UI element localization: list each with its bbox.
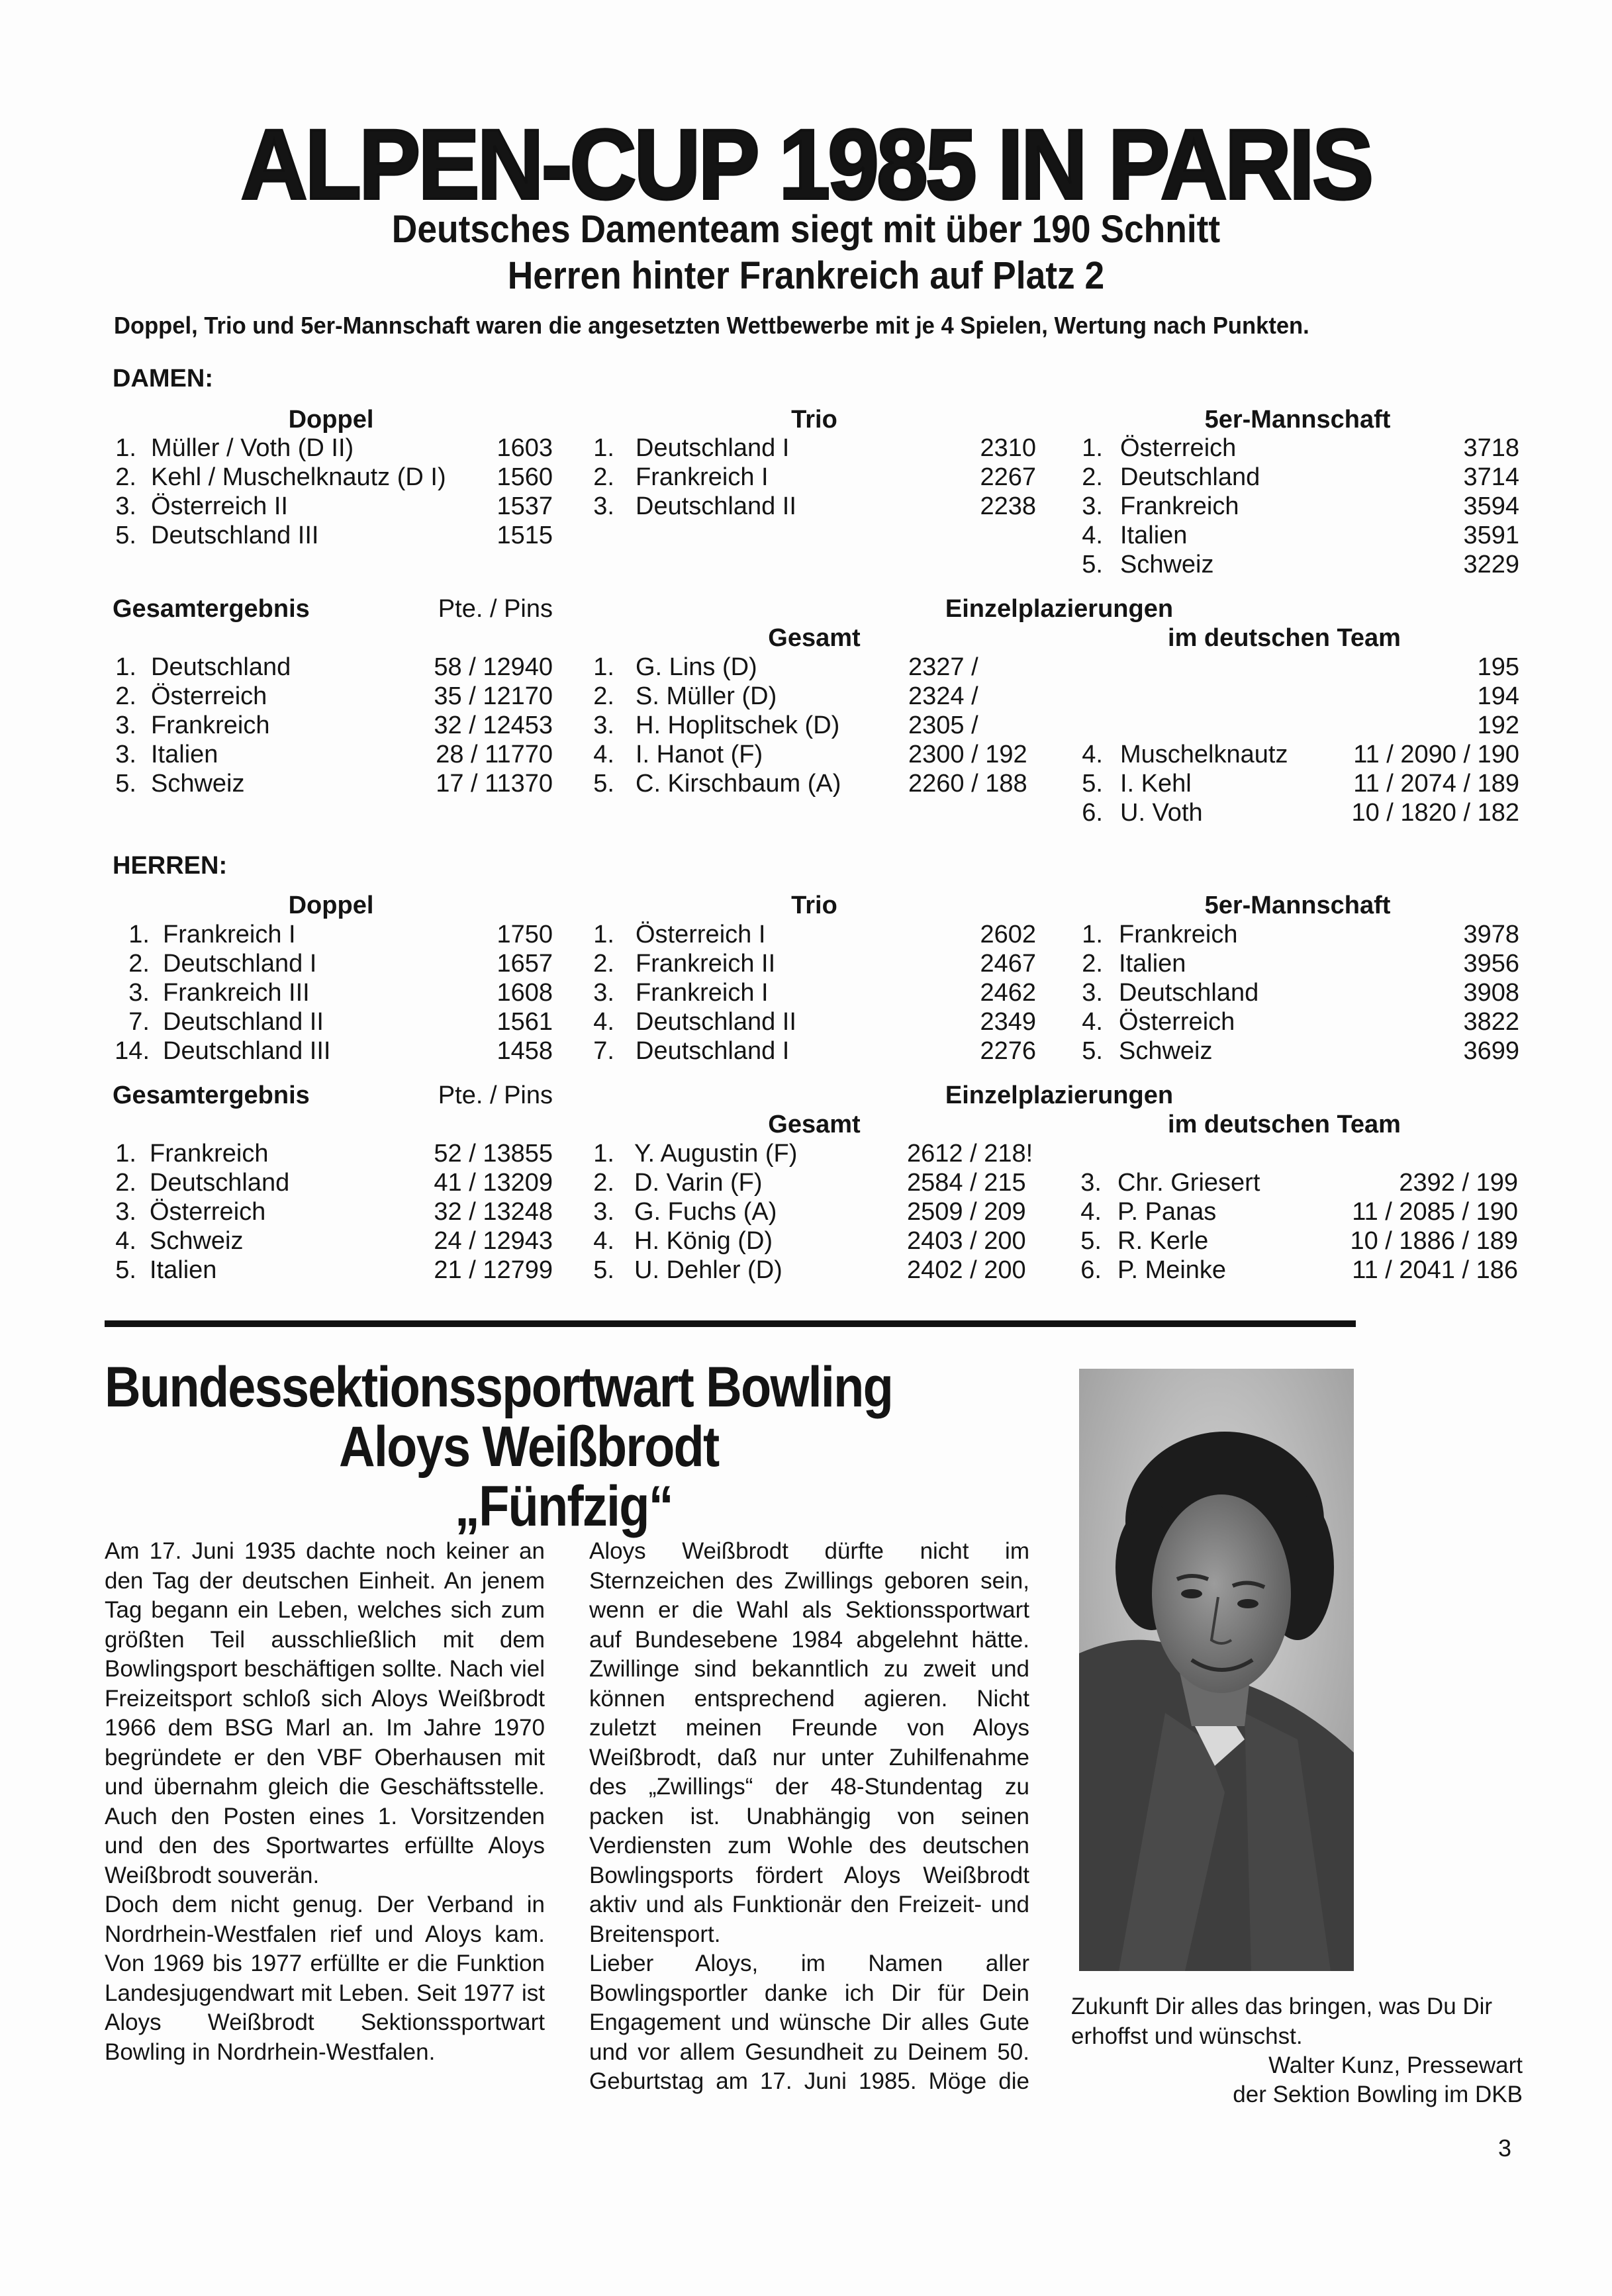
article-paragraph: Aloys Weißbrodt dürfte nicht im Sternzeichen des Zwillings geboren sein, wenn er die Wahl als Sektionssportwart auf Bundesebene 1984 abgelehnt hätte. Zwillinge sind bekanntlich zu zweit und können entsprechend agieren. Nicht zuletzt meinen Freunde von Aloys Weißbrodt, daß nur unter Zuhilfenahme des „Zwillings“ der 48-Stundentag zu packen ist. Unabhängig von seinen Verdiensten zum Wohle des deutschen Bowlingsports fördert Aloys Weißbrodt aktiv und als Funktionär den Freizeit- und Breitensport. bbox=[589, 1538, 1029, 1947]
damen-doppel-heading: Doppel bbox=[288, 406, 374, 434]
herren-doppel-heading: Doppel bbox=[288, 892, 374, 919]
page-title: ALPEN-CUP 1985 IN PARIS bbox=[240, 109, 1372, 220]
damen-gesamt-unit: Pte. / Pins bbox=[438, 595, 553, 623]
damen-label: DAMEN: bbox=[113, 365, 213, 392]
subtitle-line-2: Herren hinter Frankreich auf Platz 2 bbox=[507, 254, 1105, 297]
article-continuation: Zukunft Dir alles das bringen, was Du Dir erhoffst und wünschst. bbox=[1071, 1994, 1493, 2049]
article-signature-line-2: der Sektion Bowling im DKB bbox=[1233, 2082, 1523, 2107]
article-column-2 bbox=[589, 1537, 1029, 2097]
article-title-line-1: Bundessektionssportwart Bowling bbox=[105, 1355, 893, 1419]
herren-einzel-heading: Einzelplazierungen bbox=[945, 1081, 1174, 1109]
herren-gesamt-unit: Pte. / Pins bbox=[438, 1081, 553, 1109]
herren-trio-heading: Trio bbox=[791, 892, 837, 919]
damen-trio-heading: Trio bbox=[791, 406, 837, 434]
damen-fuenfer-heading: 5er-Mannschaft bbox=[1204, 406, 1391, 434]
herren-label: HERREN: bbox=[113, 852, 228, 880]
damen-gesamt-heading: Gesamtergebnis bbox=[113, 595, 310, 623]
herren-gesamt-heading: Gesamtergebnis bbox=[113, 1081, 310, 1109]
herren-fuenfer-heading: 5er-Mannschaft bbox=[1204, 892, 1391, 919]
portrait-image-icon bbox=[1079, 1369, 1354, 1971]
portrait-photo bbox=[1079, 1369, 1354, 1971]
subtitle-line-1: Deutsches Damenteam siegt mit über 190 Schnitt bbox=[391, 208, 1221, 251]
section-divider bbox=[105, 1320, 1356, 1327]
damen-einzel-team-heading: im deutschen Team bbox=[1168, 624, 1401, 652]
article-column-1 bbox=[105, 1537, 545, 2067]
article-paragraph: Lieber Aloys, im Namen aller Bowlingsportler danke ich Dir für Dein Engagement und wünsche Dir alles Gute und vor allem Gesundheit zu Deinem 50. Geburtstag am 17. Juni 1985. Möge die bbox=[589, 1951, 1029, 2094]
page-number: 3 bbox=[1497, 2135, 1511, 2162]
herren-einzel-team-heading: im deutschen Team bbox=[1168, 1111, 1401, 1138]
intro-text: Doppel, Trio und 5er-Mannschaft waren die angesetzten Wettbewerbe mit je 4 Spielen, Wertung nach Punkten. bbox=[114, 312, 1309, 339]
damen-einzel-gesamt-heading: Gesamt bbox=[768, 624, 861, 652]
article-signature-line-1: Walter Kunz, Pressewart bbox=[1268, 2052, 1523, 2078]
article-title-line-2: Aloys Weißbrodt bbox=[339, 1415, 719, 1479]
article-title-line-3: „Fünfzig“ bbox=[455, 1475, 673, 1538]
article-paragraph: Doch dem nicht genug. Der Verband in Nordrhein-Westfalen rief und Aloys kam. Von 1969 bis 1977 erfüllte er die Funktion Landesjugendwart mit Leben. Seit 1977 ist Aloys Weißbrodt Sektionssportwart Bowling in Nordrhein-Westfalen. bbox=[105, 1892, 545, 2065]
herren-einzel-gesamt-heading: Gesamt bbox=[768, 1111, 861, 1138]
damen-einzel-heading: Einzelplazierungen bbox=[945, 595, 1174, 623]
article-paragraph: Am 17. Juni 1935 dachte noch keiner an den Tag der deutschen Einheit. An jenem Tag begann ein Leben, welches sich zum größten Teil ausschließlich mit dem Bowlingsport beschäftigen sollte. Nach viel Freizeitsport schloß sich Aloys Weißbrodt 1966 dem BSG Marl an. Im Jahre 1970 begründete er den VBF Oberhausen mit und übernahm gleich die Geschäftsstelle. Auch den Posten eines 1. Vorsitzenden und den des Sportwartes erfüllte Aloys Weißbrodt souverän. bbox=[105, 1538, 545, 1888]
